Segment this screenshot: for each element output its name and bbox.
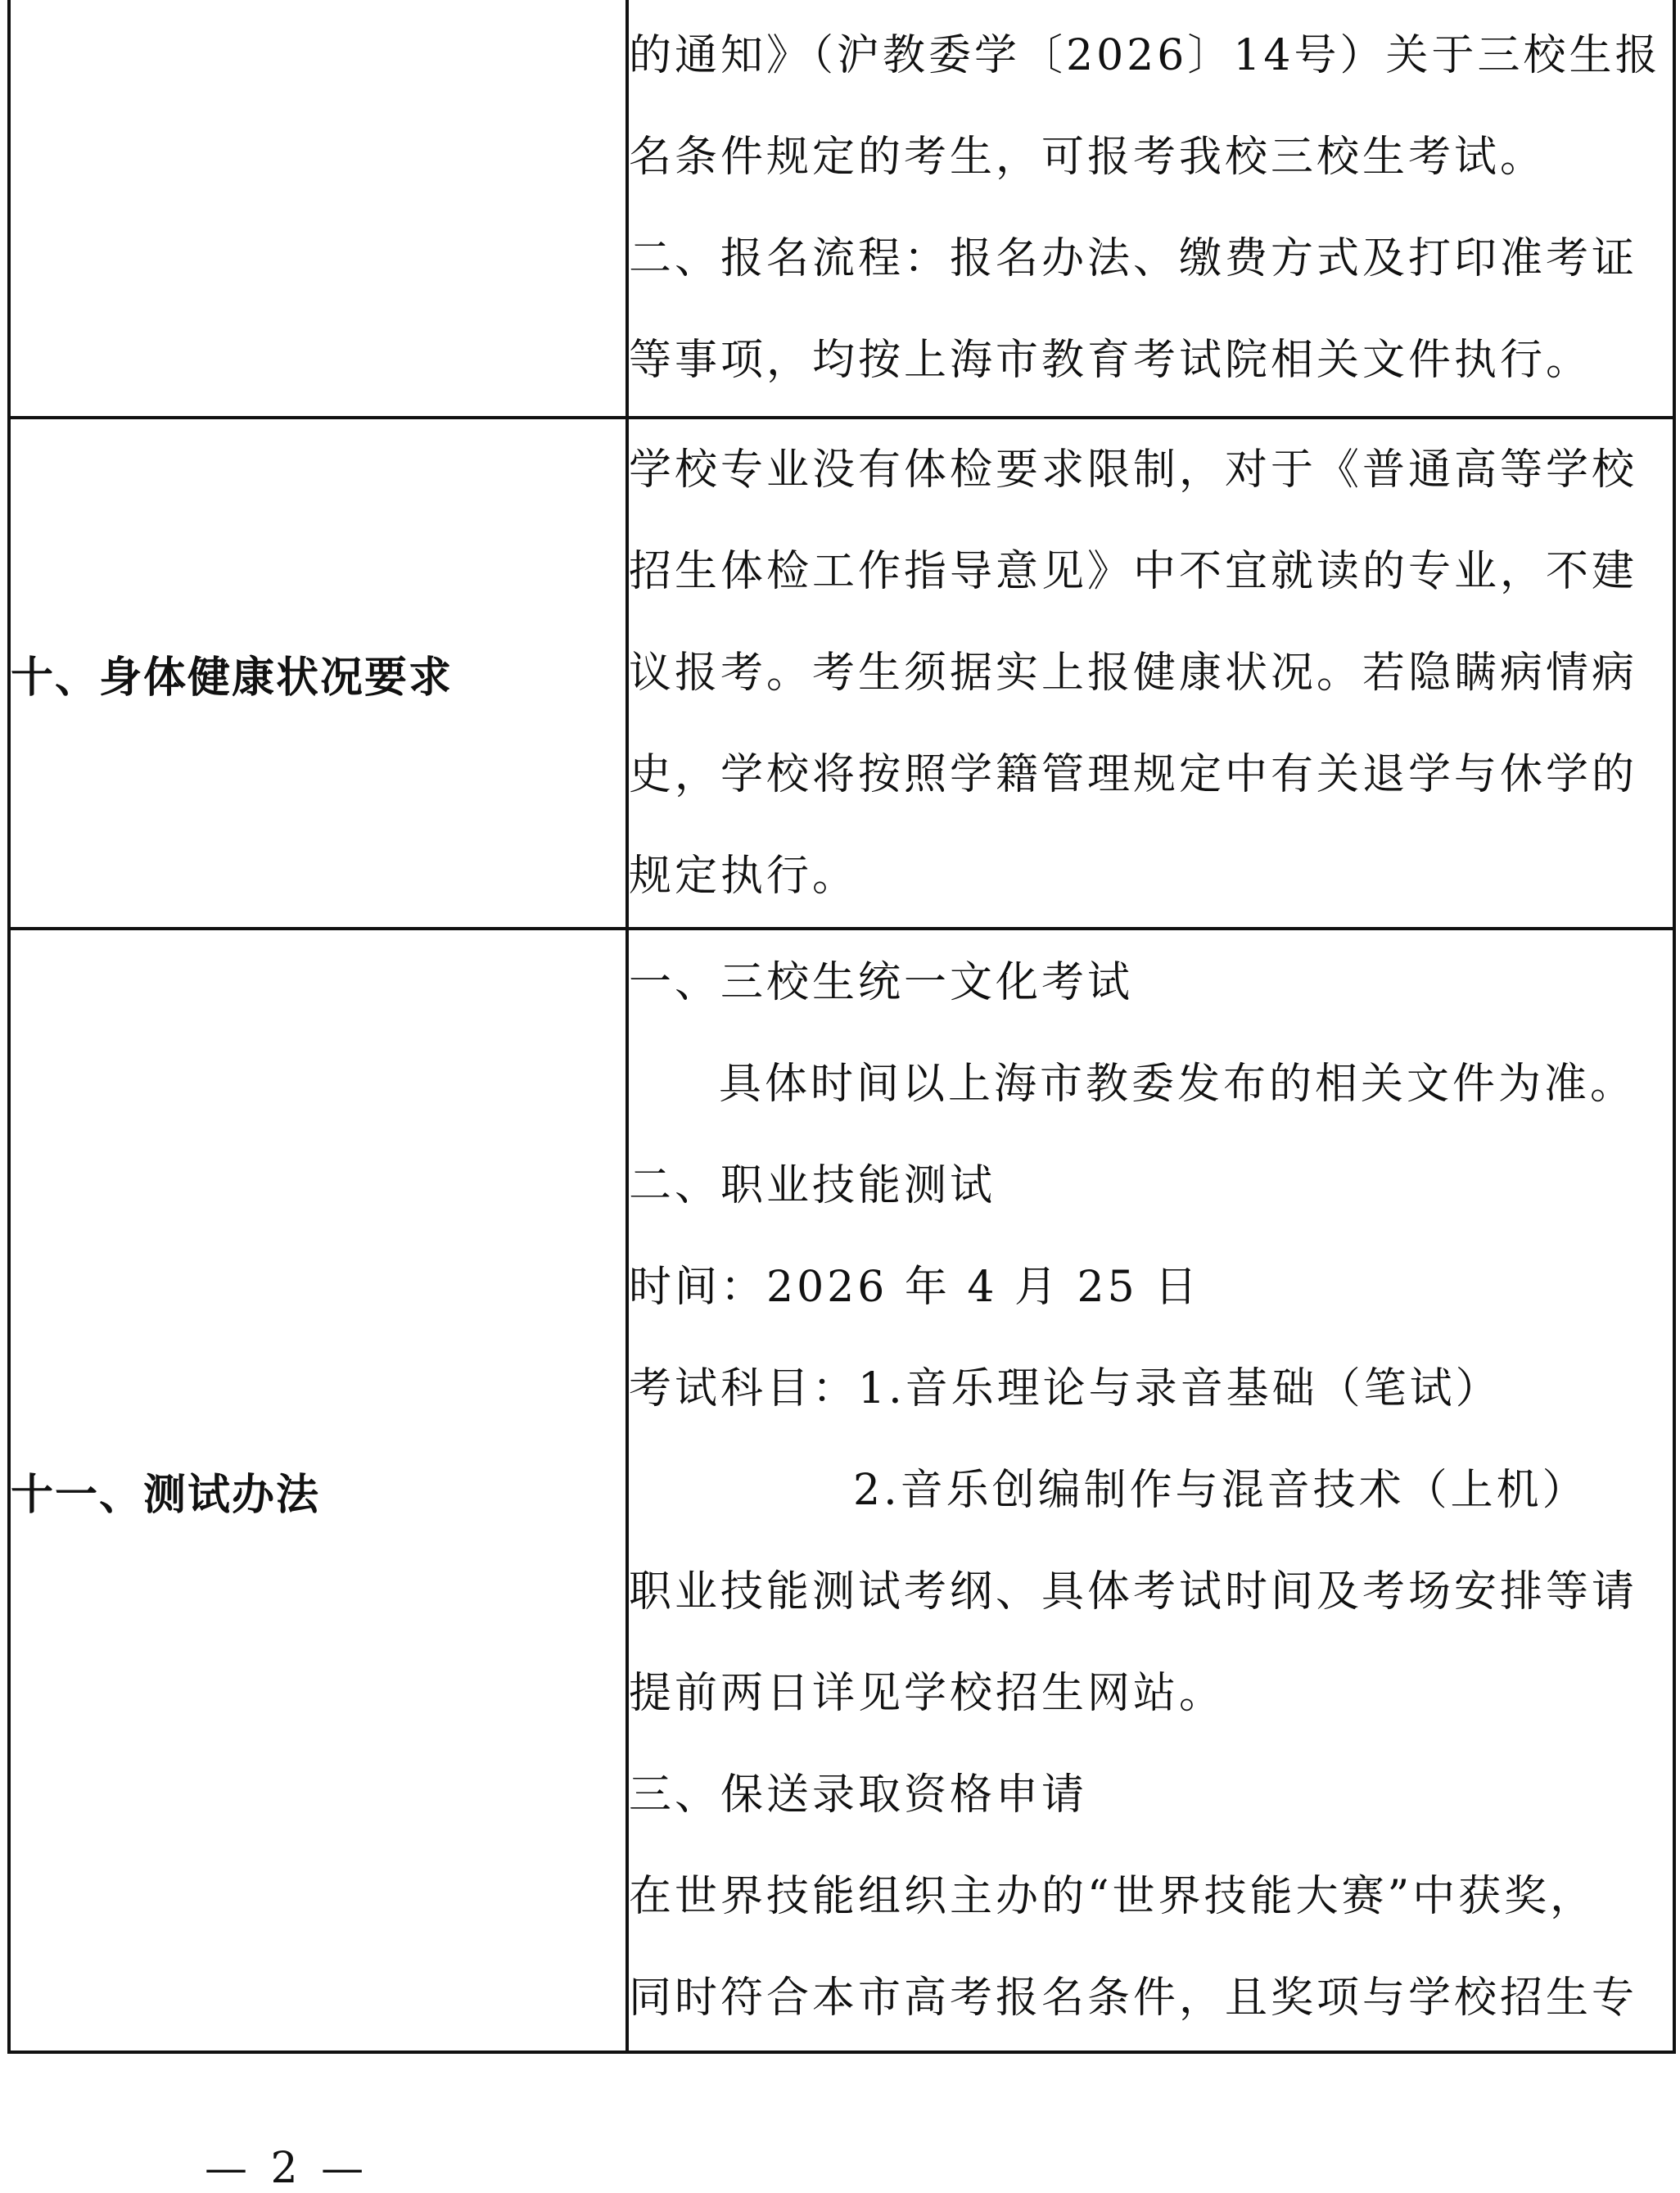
content-line: 考试科目：1.音乐理论与录音基础（笔试） [629, 1364, 1502, 1413]
table-row [9, 929, 1674, 2052]
content-line: 具体时间以上海市教委发布的相关文件为准。 [719, 1060, 1637, 1109]
content-line: 二、报名流程：报名办法、缴费方式及打印准考证 [629, 234, 1638, 283]
content-line: 同时符合本市高考报名条件，且奖项与学校招生专 [629, 1974, 1638, 2023]
table-row [9, 418, 1674, 929]
page-number: — 2 — [205, 2144, 369, 2193]
content-line: 规定执行。 [629, 852, 859, 901]
content-line: 二、职业技能测试 [629, 1161, 996, 1210]
content-line: 学校专业没有体检要求限制，对于《普通高等学校 [629, 445, 1638, 495]
content-line: 招生体检工作指导意见》中不宜就读的专业，不建 [629, 547, 1638, 596]
content-line: 时间：2026 年 4 月 25 日 [629, 1263, 1201, 1312]
table-row [9, 0, 1674, 418]
content-line: 一、三校生统一文化考试 [629, 958, 1134, 1007]
row-label: 十一、测试办法 [9, 929, 627, 2052]
row-label [9, 0, 627, 418]
content-line: 2.音乐创编制作与混音技术（上机） [853, 1466, 1588, 1515]
content-line: 三、保送录取资格申请 [629, 1770, 1088, 1820]
content-line: 职业技能测试考纲、具体考试时间及考场安排等请 [629, 1567, 1638, 1616]
content-line: 史，学校将按照学籍管理规定中有关退学与休学的 [629, 750, 1638, 799]
row-label: 十、身体健康状况要求 [9, 418, 627, 929]
row-content [627, 0, 1674, 418]
content-line: 在世界技能组织主办的“世界技能大赛”中获奖， [629, 1872, 1596, 1921]
content-line: 等事项，均按上海市教育考试院相关文件执行。 [629, 336, 1592, 385]
content-line: 名条件规定的考生，可报考我校三校生考试。 [629, 133, 1547, 182]
row-content [627, 929, 1674, 2052]
content-line: 的通知》（沪教委学〔2026〕14号）关于三校生报 [629, 31, 1661, 80]
content-line: 提前两日详见学校招生网站。 [629, 1669, 1226, 1718]
row-content [627, 418, 1674, 929]
content-line: 议报考。考生须据实上报健康状况。若隐瞒病情病 [629, 649, 1638, 698]
requirements-table [7, 0, 1676, 2054]
